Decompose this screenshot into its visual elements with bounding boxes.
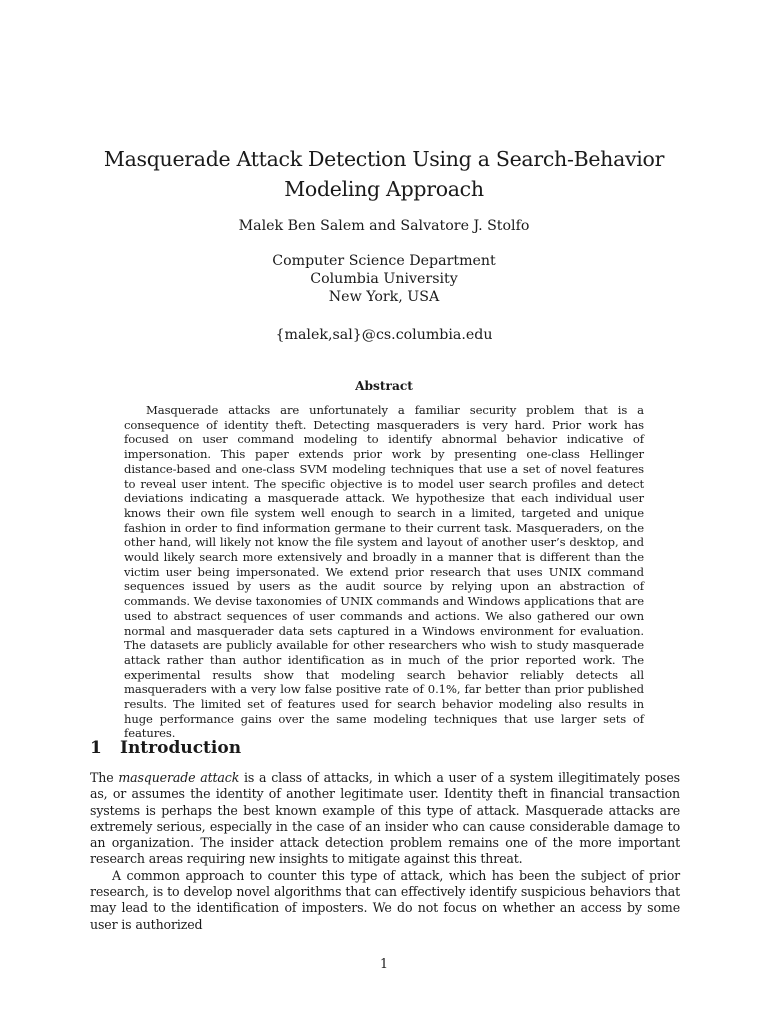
introduction-body (90, 770, 680, 933)
abstract-heading: Abstract (355, 379, 413, 393)
section-title: Introduction (120, 738, 242, 758)
paper-title: Masquerade Attack Detection Using a Search-Behavior Modeling Approach (103, 147, 665, 201)
affiliation-department: Computer Science Department (272, 253, 496, 269)
paper-authors: Malek Ben Salem and Salvatore J. Stolfo (238, 218, 530, 234)
affiliation-university: Columbia University (310, 271, 458, 287)
abstract-text: Masquerade attacks are unfortunately a familiar security problem that is a consequence of identity theft. Detecting masqueraders is very hard. Prior work has focused on user command modeling to identify abnormal behavior indicative of impersonation. This paper extends prior work by presenting one-class Hellinger distance-based and one-class SVM modeling techniques that use a set of novel features to reveal user intent. The specific objective is to model user search profiles and detect deviations indicating a masquerade attack. We hypothesize that each individual user knows their own file system well enough to search in a limited, targeted and unique fashion in order to find information germane to their current task. Masqueraders, on the other hand, will likely not know the file system and layout of another user’s desktop, and would likely search more extensively and broadly in a manner that is different than the victim user being impersonated. We extend prior research that uses UNIX command sequences issued by users as the audit source by relying upon an abstraction of commands. We devise taxonomies of UNIX commands and Windows applications that are used to abstract sequences of user commands and actions. We also gathered our own normal and masquerader data sets captured in a Windows environment for evaluation. The datasets are publicly available for other researchers who wish to study masquerade attack rather than author identification as in much of the prior reported work. The experimental results show that modeling search behavior reliably detects all masqueraders with a very low false positive rate of 0.1%, far better than prior published results. The limited set of features used for search behavior modeling also results in huge performance gains over the same modeling techniques that use larger sets of features. (124, 403, 644, 741)
affiliation-block (90, 252, 678, 306)
intro-p1-start: The (90, 770, 119, 785)
intro-paragraph-2: A common approach to counter this type of attack, which has been the subject of prior research, is to develop novel algorithms that can effectively identify suspicious behaviors that may lead to the identification of imposters. We do not focus on whether an access by some user is authorized (90, 867, 680, 932)
intro-p1-italic-term: masquerade attack (118, 770, 240, 785)
page-number: 1 (379, 956, 388, 971)
section-heading-introduction (90, 736, 241, 760)
intro-p1-rest: is a class of attacks, in which a user of a system illegitimately poses as, or assumes the identity of another legitimate user. Identity theft in financial transaction systems is perhaps the best known example of this type of attack. Masquerade attacks are extremely serious, especially in the case of an insider who can cause considerable damage to an organization. The insider attack detection problem remains one of the more important research areas requiring new insights to mitigate against this threat. (90, 770, 680, 867)
intro-paragraph-1 (90, 770, 680, 868)
affiliation-location: New York, USA (328, 289, 440, 305)
author-email: {malek,sal}@cs.columbia.edu (275, 327, 493, 343)
section-number: 1 (90, 738, 102, 758)
